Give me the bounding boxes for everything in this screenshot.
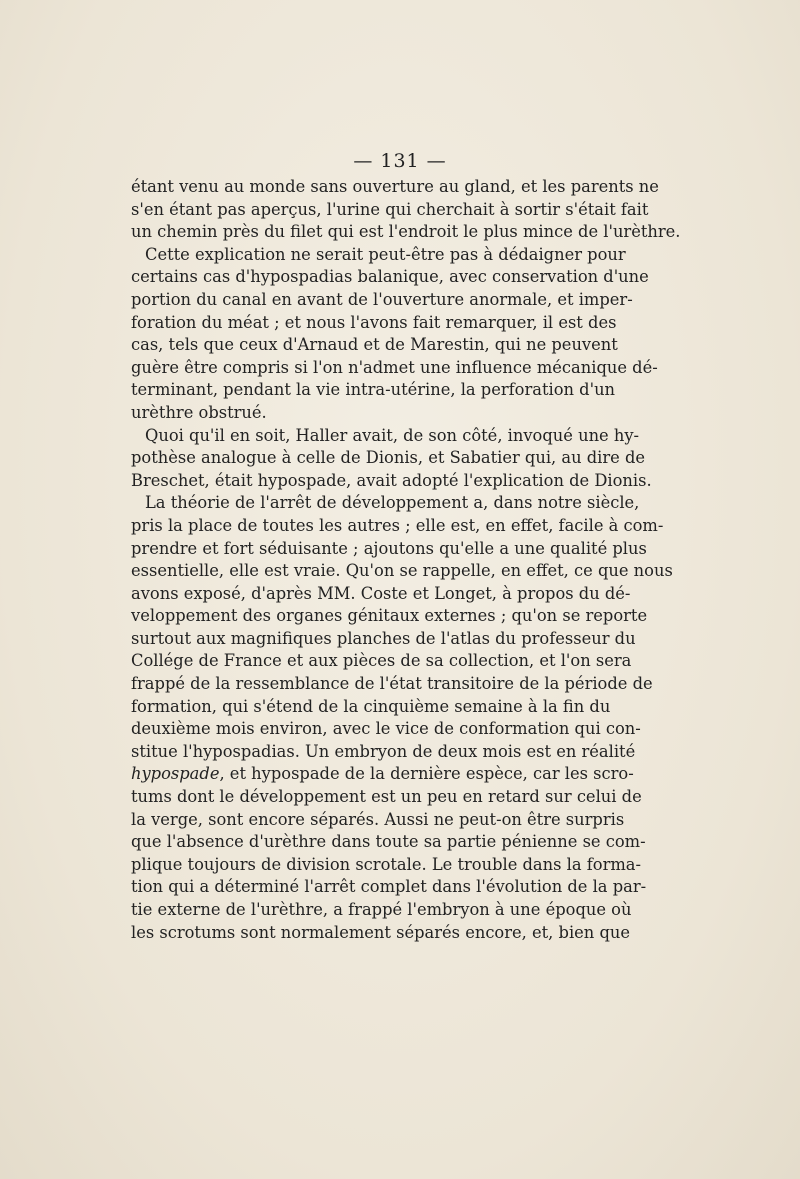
text-line: Cette explication ne serait peut-être pas à dédaigner pour [145, 244, 626, 264]
italic-word: hypospade [131, 764, 220, 784]
body-text [131, 176, 681, 944]
text-line: urèthre obstrué. [131, 402, 267, 422]
text-line: pris la place de toutes les autres ; elle est, en effet, facile à com- [131, 515, 664, 535]
text-line: essentielle, elle est vraie. Qu'on se rappelle, en effet, ce que nous [131, 561, 673, 581]
text-line: stitue l'hypospadias. Un embryon de deux mois est en réalité [131, 741, 636, 761]
text-line: cas, tels que ceux d'Arnaud et de Marestin, qui ne peuvent [131, 335, 618, 355]
text-line: guère être compris si l'on n'admet une influence mécanique dé- [131, 357, 658, 377]
text-line: veloppement des organes génitaux externes ; qu'on se reporte [131, 606, 648, 626]
text-line: deuxième mois environ, avec le vice de conformation qui con- [131, 719, 641, 739]
text-line: Quoi qu'il en soit, Haller avait, de son côté, invoqué une hy- [145, 425, 640, 445]
text-line: prendre et fort séduisante ; ajoutons qu'elle a une qualité plus [131, 538, 647, 558]
text-line: s'en étant pas aperçus, l'urine qui cherchait à sortir s'était fait [131, 199, 649, 219]
text-line: que l'absence d'urèthre dans toute sa partie pénienne se com- [131, 832, 646, 852]
text-line: certains cas d'hypospadias balanique, avec conservation d'une [131, 267, 649, 287]
text-line: plique toujours de division scrotale. Le trouble dans la forma- [131, 854, 641, 874]
text-line: un chemin près du filet qui est l'endroit le plus mince de l'urèthre. [131, 222, 681, 242]
text-line: étant venu au monde sans ouverture au gland, et les parents ne [131, 177, 659, 196]
text-line: terminant, pendant la vie intra-utérine, la perforation d'un [131, 380, 616, 400]
text-line-rest: , et hypospade de la dernière espèce, car les scro- [219, 764, 634, 784]
text-line: les scrotums sont normalement séparés encore, et, bien que [131, 922, 631, 942]
text-line: Breschet, était hypospade, avait adopté l'explication de Dionis. [131, 470, 652, 490]
text-line: tie externe de l'urèthre, a frappé l'embryon à une époque où [131, 900, 632, 919]
text-line: foration du méat ; et nous l'avons fait remarquer, il est des [131, 312, 617, 332]
page-number: — 131 — [353, 150, 447, 172]
text-line: frappé de la ressemblance de l'état transitoire de la période de [131, 674, 653, 694]
text-line: surtout aux magnifiques planches de l'atlas du professeur du [131, 628, 636, 648]
text-line: tion qui a déterminé l'arrêt complet dans l'évolution de la par- [131, 877, 647, 897]
text-line: avons exposé, d'après MM. Coste et Longet, à propos du dé- [131, 583, 631, 603]
text-line: pothèse analogue à celle de Dionis, et Sabatier qui, au dire de [131, 448, 646, 468]
text-line: formation, qui s'étend de la cinquième semaine à la fin du [131, 696, 611, 716]
text-line: la verge, sont encore séparés. Aussi ne peut-on être surpris [131, 809, 625, 829]
text-line: Collége de France et aux pièces de sa collection, et l'on sera [131, 651, 632, 671]
text-line: La théorie de l'arrêt de développement a, dans notre siècle, [145, 493, 640, 513]
text-line: tums dont le développement est un peu en retard sur celui de [131, 787, 642, 807]
text-line [131, 763, 634, 786]
text-line: portion du canal en avant de l'ouverture anormale, et imper- [131, 289, 633, 309]
